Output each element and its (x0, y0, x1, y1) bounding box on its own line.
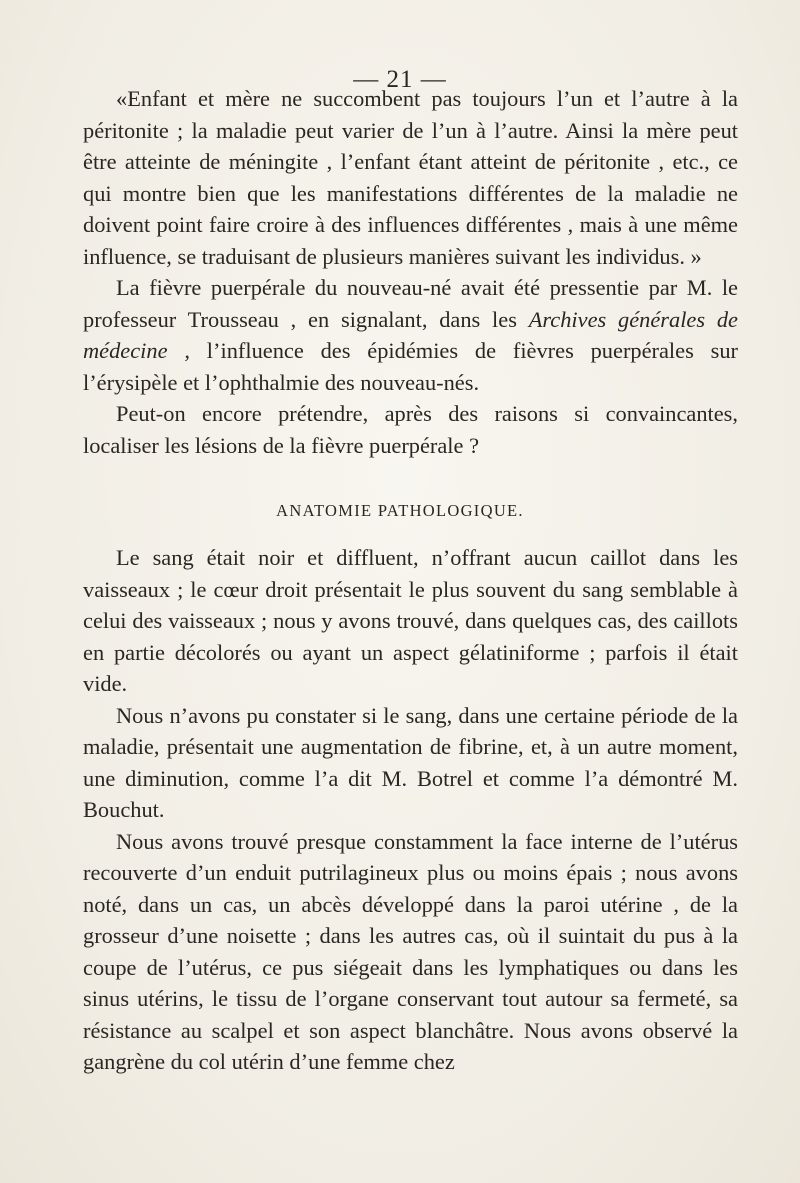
paragraph-quote: «Enfant et mère ne succombent pas toujours l’un et l’autre à la péritonite ; la maladie peut varier de l’un à l’autre. Ainsi la mère peut être atteinte de méningite , l’enfant étant atteint de péritonite , etc., ce qui montre bien que les manifestations différentes de la maladie ne doivent point faire croire à des influences différentes , mais à une même influence, se traduisant de plusieurs manières suivant les individus. » (83, 86, 738, 269)
paragraph-blood: Le sang était noir et diffluent, n’offrant aucun caillot dans les vaisseaux ; le cœur droit présentait le plus souvent du sang semblable à celui des vaisseaux ; nous y avons trouvé, dans quelques cas, des caillots en partie décolorés ou ayant un aspect gélatiniforme ; parfois il était vide. (83, 545, 738, 696)
text-block-before (83, 83, 738, 461)
page-number: — 21 — (353, 66, 447, 93)
paragraph-trousseau-start: La fièvre puerpérale du nouveau-né avait été pressentie par M. le professeur Trousseau , en signalant, dans les (83, 275, 738, 332)
text-block-after (83, 542, 738, 1078)
section-heading: ANATOMIE PATHOLOGIQUE. (276, 501, 524, 520)
paragraph-question: Peut-on encore prétendre, après des raisons si convaincantes, localiser les lésions de la fièvre puerpérale ? (83, 401, 738, 458)
paragraph-fibrine: Nous n’avons pu constater si le sang, dans une certaine période de la maladie, présentait une augmentation de fibrine, et, à un autre moment, une diminution, comme l’a dit M. Botrel et comme l’a démontré M. Bouchut. (83, 702, 738, 822)
paragraph-trousseau-end: l’influence des épidémies de fièvres puerpérales sur l’érysipèle et l’ophthalmie des nouveau-nés. (83, 338, 738, 395)
journal-title: Archives générales de médecine , (83, 306, 738, 363)
paragraph-uterus: Nous avons trouvé presque constamment la face interne de l’utérus recouverte d’un enduit putrilagineux plus ou moins épais ; nous avons noté, dans un cas, un abcès développé dans la paroi utérine , de la grosseur d’une noisette ; dans les autres cas, où il suintait du pus à la coupe de l’utérus, ce pus siégeait dans les lymphatiques ou dans les sinus utérins, le tissu de l’organe conservant tout autour sa fermeté, sa résistance au scalpel et son aspect blanchâtre. Nous avons observé la gangrène du col utérin d’une femme chez (83, 828, 738, 1074)
paragraph-trousseau (83, 272, 738, 398)
